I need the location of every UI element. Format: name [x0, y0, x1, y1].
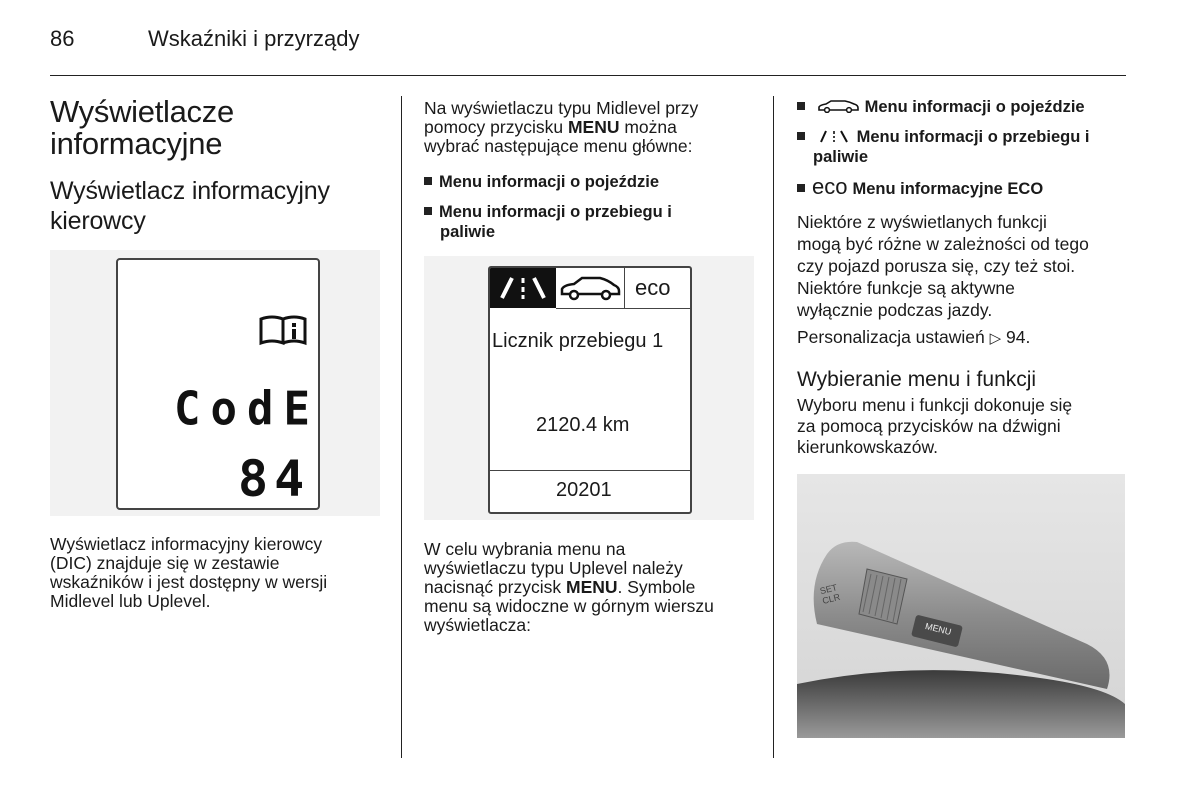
subsection-heading: Wybieranie menu i funkcji [797, 368, 1037, 391]
tab-trip-fuel [490, 268, 556, 308]
turn-signal-lever-photo [797, 474, 1125, 738]
menu-button: MENU [924, 620, 953, 638]
eco-icon: eco [812, 174, 848, 199]
menu-selection-description: Wyboru menu i funkcji dokonuje się za pomocą przycisków na dźwigni kierunkowskazów. [797, 395, 1073, 457]
dic-display [116, 258, 320, 510]
section-heading: Wyświetlacze informacyjne [50, 94, 234, 161]
display-distance: 2120.4 km [536, 414, 630, 436]
road-icon [490, 268, 556, 308]
personalization-link[interactable]: Personalizacja ustawień ▷ 94. [797, 327, 1031, 347]
list-item: Menu informacji o pojeździe [797, 97, 1085, 117]
road-icon [817, 129, 853, 143]
car-icon [817, 99, 861, 113]
display-label: Licznik przebiegu 1 [492, 330, 664, 352]
midlevel-display [488, 266, 692, 514]
page-reference-icon: ▷ [989, 329, 1002, 347]
tab-vehicle [556, 268, 625, 309]
list-item: eco Menu informacyjne ECO [797, 177, 1043, 199]
display-footer-value: 20201 [556, 479, 612, 501]
manual-info-icon [258, 314, 310, 346]
uplevel-description: W celu wybrania menu na wyświetlaczu typu Uplevel należy nacisnąć przycisk MENU. Symbole menu są widoczne w górnym wierszu wyświetlacza: [424, 539, 714, 635]
page-number: 86 [50, 26, 75, 51]
dic-description: Wyświetlacz informacyjny kierowcy (DIC) znajduje się w zestawie wskaźników i jest dostępny w wersji Midlevel lub Uplevel. [50, 534, 328, 611]
column-divider-1 [401, 96, 402, 758]
car-icon [556, 268, 624, 308]
dic-code-number: 84 [238, 450, 311, 508]
subsection-heading: Wyświetlacz informacyjny kierowcy [50, 177, 330, 235]
functions-note: Niektóre z wyświetlanych funkcji mogą być różne w zależności od tego czy pojazd porusza się, czy też stoi. Niektóre funkcje są aktywne wyłącznie podczas jazdy. [797, 212, 1089, 320]
tab-eco: eco [625, 268, 690, 309]
list-item: Menu informacji o przebiegu i paliwie [424, 202, 672, 242]
page-header-title: Wskaźniki i przyrządy [148, 26, 360, 51]
midlevel-intro: Na wyświetlaczu typu Midlevel przy pomocy przycisku MENU można wybrać następujące menu główne: [424, 98, 699, 156]
list-item: Menu informacji o przebiegu i paliwie [797, 127, 1089, 167]
header-rule [50, 75, 1126, 76]
set-clr-label: SET CLR [818, 582, 842, 606]
column-divider-2 [773, 96, 774, 758]
dic-code-text: CodE [174, 382, 320, 437]
list-item: Menu informacji o pojeździe [424, 172, 659, 192]
